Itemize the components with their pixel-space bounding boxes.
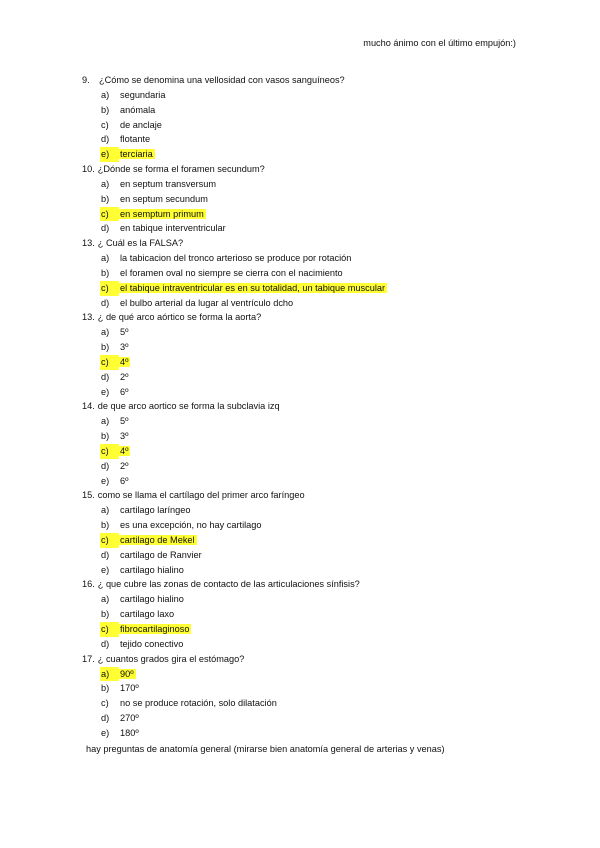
option-letter: d) (101, 223, 110, 234)
answer-option (82, 88, 542, 103)
option-letter: a) (101, 327, 110, 338)
option-letter: e) (101, 386, 110, 397)
answer-option-highlighted (82, 667, 542, 682)
option-letter: b) (101, 267, 110, 278)
option-letter: d) (101, 134, 110, 145)
question-line (82, 73, 542, 88)
option-text: el bulbo arterial da lugar al ventrículo dcho (120, 297, 294, 308)
option-letter: a) (101, 416, 110, 427)
question-text: ¿Cómo se denomina una vellosidad con vasos sanguíneos? (99, 75, 345, 85)
question-text: ¿ cuantos grados gira el estómago? (97, 653, 245, 664)
answer-option (82, 696, 542, 711)
question-line (82, 399, 542, 414)
answer-option-highlighted (82, 622, 542, 637)
question-line (82, 162, 542, 177)
option-text: anómala (120, 104, 156, 115)
option-text: fibrocartilaginoso (120, 623, 190, 634)
answer-option (82, 132, 542, 147)
option-letter: e) (100, 147, 119, 162)
option-letter: c) (100, 355, 119, 370)
option-letter: c) (101, 698, 109, 709)
quiz-list (82, 73, 542, 740)
option-letter: b) (101, 431, 110, 442)
answer-option (82, 192, 542, 207)
option-text: flotante (120, 134, 151, 145)
answer-option-highlighted (82, 355, 542, 370)
question-block (82, 577, 542, 651)
question-text: ¿ de qué arco aórtico se forma la aorta? (97, 312, 262, 323)
option-letter: a) (101, 90, 110, 100)
answer-option-highlighted (82, 281, 542, 296)
answer-option (82, 385, 542, 400)
option-text: cartilago hialino (120, 594, 184, 605)
answer-option (82, 118, 542, 133)
option-letter: a) (101, 178, 110, 189)
answer-option-highlighted (82, 533, 542, 548)
option-text: 6º (120, 475, 129, 486)
answer-option-highlighted (82, 207, 542, 222)
question-block (82, 399, 542, 488)
question-text: de que arco aortico se forma la subclavia izq (97, 401, 280, 412)
option-text: tejido conectivo (120, 638, 184, 649)
question-block (82, 310, 542, 399)
option-text: 2º (120, 371, 129, 382)
option-text: 6º (120, 386, 129, 397)
question-number: 17. (82, 653, 95, 664)
answer-option (82, 548, 542, 563)
question-block (82, 236, 542, 310)
answer-option (82, 325, 542, 340)
question-block (82, 488, 542, 577)
option-letter: b) (101, 609, 110, 620)
option-letter: a) (101, 253, 110, 264)
question-line (82, 652, 542, 667)
question-number: 13. (82, 238, 95, 249)
answer-option (82, 726, 542, 741)
option-text: cartilago de Ranvier (120, 549, 202, 560)
option-letter: d) (101, 371, 110, 382)
option-text: no se produce rotación, solo dilatación (120, 698, 277, 709)
answer-option (82, 103, 542, 118)
option-letter: d) (101, 297, 110, 308)
option-letter: b) (101, 683, 110, 694)
answer-option (82, 251, 542, 266)
option-text: cartilago hialino (120, 564, 184, 575)
option-text: la tabicacion del tronco arterioso se produce por rotación (120, 253, 352, 264)
question-number: 16. (82, 579, 95, 590)
option-letter: d) (101, 549, 110, 560)
answer-option (82, 503, 542, 518)
option-letter: d) (101, 712, 110, 723)
question-line (82, 577, 542, 592)
answer-option-highlighted (82, 147, 542, 162)
question-text: como se llama el cartílago del primer arco faríngeo (97, 490, 305, 501)
answer-option (82, 681, 542, 696)
option-text: segundaria (120, 90, 166, 100)
header-note: mucho ánimo con el último empujón:) (363, 38, 516, 48)
answer-option (82, 370, 542, 385)
question-number: 13. (82, 312, 95, 323)
question-block (82, 652, 542, 741)
question-number: 15. (82, 490, 95, 501)
option-text: 180º (120, 727, 139, 738)
answer-option (82, 340, 542, 355)
option-text: 5º (120, 416, 129, 427)
question-text: ¿ que cubre las zonas de contacto de las articulaciones sínfisis? (97, 579, 360, 590)
option-letter: c) (100, 622, 119, 637)
answer-option (82, 637, 542, 652)
option-text: 270º (120, 712, 139, 723)
question-line (82, 488, 542, 503)
option-text: en semptum primum (120, 208, 204, 219)
answer-option (82, 474, 542, 489)
answer-option (82, 177, 542, 192)
option-letter: a) (101, 505, 110, 516)
option-letter: e) (101, 564, 110, 575)
option-text: 5º (120, 327, 129, 338)
option-text: 3º (120, 342, 129, 353)
question-number: 10. (82, 163, 95, 174)
answer-option (82, 266, 542, 281)
option-text: 90º (120, 668, 134, 679)
option-letter: c) (100, 281, 119, 296)
option-letter: b) (101, 520, 110, 531)
option-text: en septum secundum (120, 193, 208, 204)
option-letter: c) (100, 533, 119, 548)
option-text: 3º (120, 431, 129, 442)
answer-option (82, 414, 542, 429)
answer-option (82, 221, 542, 236)
option-text: 2º (120, 460, 129, 471)
answer-option (82, 592, 542, 607)
option-text: el foramen oval no siempre se cierra con el nacimiento (120, 267, 343, 278)
option-letter: c) (100, 444, 119, 459)
option-text: en tabique interventricular (120, 223, 226, 234)
footer-note: hay preguntas de anatomía general (mirarse bien anatomía general de arterias y venas) (86, 744, 445, 754)
question-text: ¿Dónde se forma el foramen secundum? (97, 163, 265, 174)
option-letter: e) (101, 475, 110, 486)
question-line (82, 236, 542, 251)
option-text: 170º (120, 683, 139, 694)
option-text: cartilago laríngeo (120, 505, 191, 516)
question-number: 9. (82, 75, 90, 85)
question-line (82, 310, 542, 325)
option-letter: e) (101, 727, 110, 738)
answer-option (82, 518, 542, 533)
option-text: es una excepción, no hay cartilago (120, 520, 262, 531)
option-letter: b) (101, 342, 110, 353)
option-text: cartilago de Mekel (120, 534, 195, 545)
option-text: terciaria (120, 149, 153, 160)
option-letter: c) (101, 119, 109, 130)
option-letter: b) (101, 104, 110, 115)
option-text: 4º (120, 356, 129, 367)
option-text: cartilago laxo (120, 609, 175, 620)
question-text: ¿ Cuál es la FALSA? (97, 238, 184, 249)
option-text: 4º (120, 445, 129, 456)
option-text: en septum transversum (120, 178, 216, 189)
option-text: de anclaje (120, 119, 162, 130)
option-letter: d) (101, 638, 110, 649)
answer-option (82, 459, 542, 474)
option-letter: d) (101, 460, 110, 471)
answer-option (82, 296, 542, 311)
option-letter: a) (101, 594, 110, 605)
option-letter: b) (101, 193, 110, 204)
question-number: 14. (82, 401, 95, 412)
answer-option-highlighted (82, 444, 542, 459)
question-block (82, 73, 542, 162)
option-letter: c) (100, 207, 119, 222)
option-letter: a) (100, 667, 119, 682)
option-text: el tabique intraventricular es en su totalidad, un tabique muscular (120, 282, 386, 293)
question-block (82, 162, 542, 236)
answer-option (82, 607, 542, 622)
answer-option (82, 563, 542, 578)
answer-option (82, 429, 542, 444)
answer-option (82, 711, 542, 726)
